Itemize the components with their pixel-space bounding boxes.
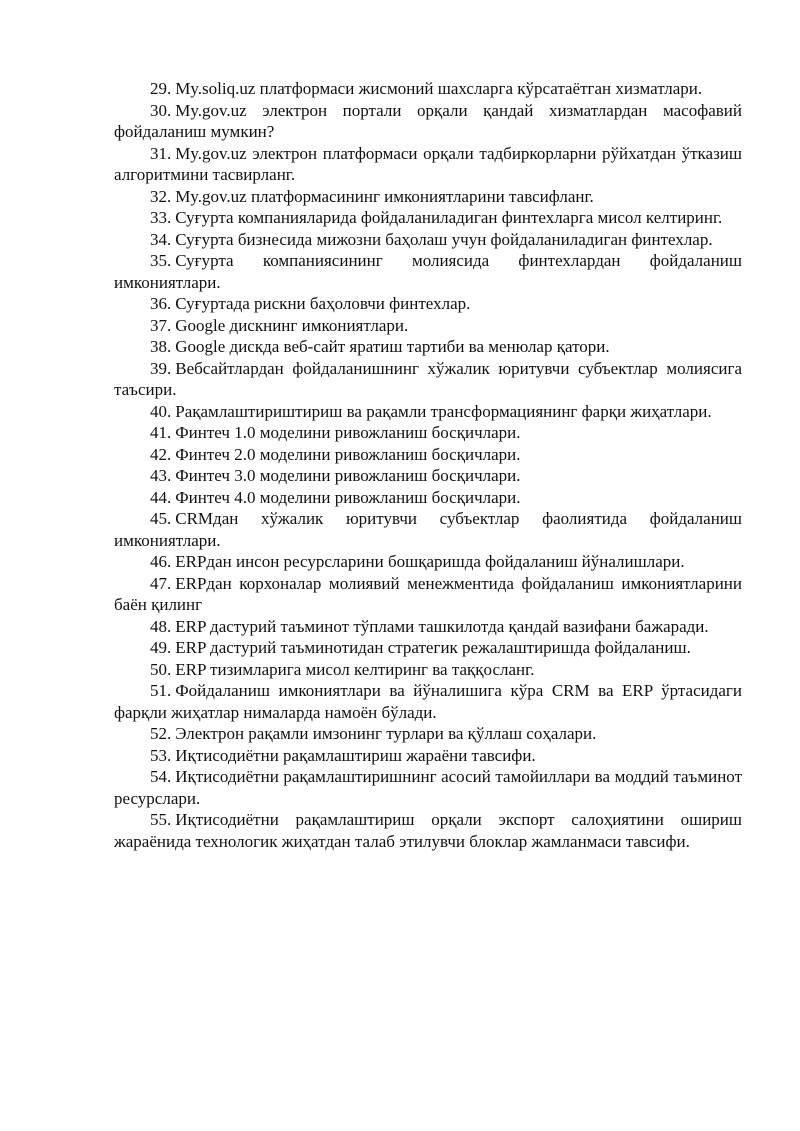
item-text: Иқтисодиётни рақамлаштиришнинг асосий тамойиллари ва моддий таъминот ресурслари. <box>114 767 742 808</box>
item-text: Рақамлаштириштириш ва рақамли трансформациянинг фарқи жиҳатлари. <box>175 401 712 421</box>
list-item <box>114 143 742 186</box>
list-item <box>114 745 742 767</box>
list-item <box>114 723 742 745</box>
item-number: 54. <box>150 767 172 786</box>
list-item <box>114 680 742 723</box>
item-number: 38. <box>150 337 172 356</box>
item-number: 50. <box>150 659 172 679</box>
item-text: Фойдаланиш имкониятлари ва йўналишига кўра CRM ва ERP ўртасидаги фарқли жиҳатлар нималарда намоён бўлади. <box>114 681 742 722</box>
list-item <box>114 444 742 466</box>
list-item <box>114 487 742 509</box>
list-item <box>114 229 742 251</box>
list-item <box>114 573 742 616</box>
list-item <box>114 659 742 681</box>
item-text: Суғурта компаниясининг молиясида финтехлардан фойдаланиш имкониятлари. <box>114 251 742 292</box>
item-number: 53. <box>150 745 172 765</box>
item-text: Суғурта компанияларида фойдаланиладиган финтехларга мисол келтиринг. <box>175 208 723 227</box>
item-text: ERPдан инсон ресурсларини бошқаришда фойдаланиш йўналишлари. <box>175 552 685 571</box>
list-item <box>114 315 742 337</box>
item-text: Финтеч 2.0 моделини ривожланиш босқичлари. <box>175 444 521 464</box>
item-number: 36. <box>150 294 172 313</box>
item-text: Иқтисодиётни рақамлаштириш жараёни тавсифи. <box>175 745 536 765</box>
list-item <box>114 551 742 573</box>
list-item <box>114 207 742 229</box>
item-text: My.gov.uz платформасининг имкониятларини тавсифланг. <box>175 186 594 206</box>
item-text: ERP дастурий таъминотидан стратегик режалаштиришда фойдаланиш. <box>175 638 691 657</box>
list-item <box>114 293 742 315</box>
list-item <box>114 401 742 423</box>
item-text: ERP тизимларига мисол келтиринг ва таққосланг. <box>175 659 535 679</box>
item-text: Финтеч 3.0 моделини ривожланиш босқичлари. <box>175 466 521 485</box>
item-text: Суғуртада рискни баҳоловчи финтехлар. <box>175 294 471 313</box>
item-number: 52. <box>150 724 172 743</box>
item-number: 46. <box>150 552 172 571</box>
list-item <box>114 465 742 487</box>
list-item <box>114 616 742 638</box>
item-text: ERP дастурий таъминот тўплами ташкилотда қандай вазифани бажаради. <box>175 616 709 636</box>
list-item <box>114 637 742 659</box>
item-number: 48. <box>150 616 172 636</box>
item-number: 35. <box>150 251 172 270</box>
list-item <box>114 358 742 401</box>
list-item <box>114 78 742 100</box>
item-number: 29. <box>150 79 172 98</box>
item-number: 33. <box>150 208 172 227</box>
question-list <box>114 78 742 852</box>
item-number: 40. <box>150 401 172 421</box>
item-text: My.gov.uz электрон портали орқали қандай хизматлардан масофавий фойдаланиш мумкин? <box>114 100 742 141</box>
list-item <box>114 186 742 208</box>
item-number: 34. <box>150 229 172 249</box>
list-item <box>114 766 742 809</box>
item-number: 42. <box>150 444 172 464</box>
item-number: 37. <box>150 315 172 335</box>
item-text: My.gov.uz электрон платформаси орқали тадбиркорларни рўйхатдан ўтказиш алгоритмини тасвирланг. <box>114 143 742 184</box>
item-text: Суғурта бизнесида мижозни баҳолаш учун фойдаланиладиган финтехлар. <box>175 229 713 249</box>
item-number: 47. <box>150 573 172 593</box>
list-item <box>114 336 742 358</box>
item-number: 49. <box>150 638 172 657</box>
item-text: Google дискнинг имкониятлари. <box>175 315 409 335</box>
item-text: CRMдан хўжалик юритувчи субъектлар фаолиятида фойдаланиш имкониятлари. <box>114 509 742 550</box>
list-item <box>114 250 742 293</box>
item-number: 51. <box>150 681 172 700</box>
item-number: 41. <box>150 423 172 442</box>
item-text: Электрон рақамли имзонинг турлари ва қўллаш соҳалари. <box>175 724 597 743</box>
list-item <box>114 809 742 852</box>
item-text: Вебсайтлардан фойдаланишнинг хўжалик юритувчи субъектлар молиясига таъсири. <box>114 358 742 399</box>
item-number: 32. <box>150 186 172 206</box>
item-text: Google дискда веб-сайт яратиш тартиби ва менюлар қатори. <box>175 337 610 356</box>
item-number: 39. <box>150 358 172 378</box>
item-number: 31. <box>150 143 172 163</box>
item-text: ERPдан корхоналар молиявий менежментида фойдаланиш имкониятларини баён қилинг <box>114 573 742 614</box>
item-text: My.soliq.uz платформаси жисмоний шахсларга кўрсатаётган хизматлари. <box>175 79 703 98</box>
item-text: Финтеч 1.0 моделини ривожланиш босқичлари. <box>175 423 521 442</box>
list-item <box>114 100 742 143</box>
list-item <box>114 508 742 551</box>
item-number: 55. <box>150 810 172 829</box>
item-number: 44. <box>150 487 172 507</box>
list-item <box>114 422 742 444</box>
item-number: 43. <box>150 466 172 485</box>
item-text: Финтеч 4.0 моделини ривожланиш босқичлари. <box>175 487 521 507</box>
item-number: 30. <box>150 100 172 120</box>
item-number: 45. <box>150 509 172 528</box>
item-text: Иқтисодиётни рақамлаштириш орқали экспорт салоҳиятини ошириш жараёнида технологик жиҳатдан талаб этилувчи блоклар жамланмаси тавсифи. <box>114 810 742 851</box>
